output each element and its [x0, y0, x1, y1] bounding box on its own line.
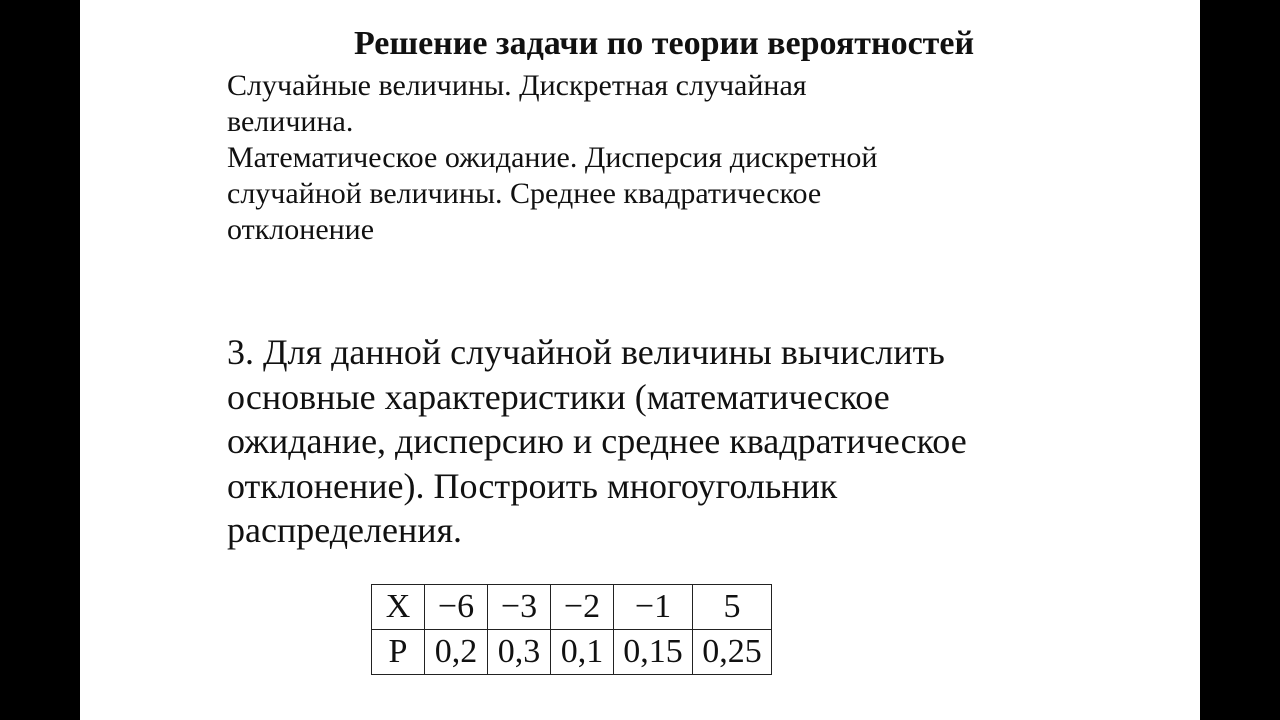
p-value-cell: 0,15	[614, 630, 693, 675]
task-statement	[227, 330, 1107, 553]
x-value-cell: −6	[425, 585, 488, 630]
table-row-p	[372, 630, 772, 675]
document-title: Решение задачи по теории вероятностей	[353, 25, 975, 62]
task-line: 3. Для данной случайной величины вычислить	[227, 332, 945, 372]
x-value-cell: 5	[693, 585, 772, 630]
distribution-table	[371, 584, 772, 675]
x-header-cell: X	[372, 585, 425, 630]
task-line: отклонение). Построить многоугольник	[227, 465, 838, 506]
topic-description	[227, 68, 1047, 248]
p-value-cell: 0,2	[425, 630, 488, 675]
p-value-cell: 0,3	[488, 630, 551, 675]
p-value-cell: 0,1	[551, 630, 614, 675]
p-value-cell: 0,25	[693, 630, 772, 675]
task-line: ожидание, дисперсию и среднее квадратическое	[227, 421, 967, 461]
x-value-cell: −2	[551, 585, 614, 630]
topic-line: Случайные величины. Дискретная случайная	[227, 69, 807, 102]
table-row-x	[372, 585, 772, 630]
topic-line: величина.	[227, 105, 354, 138]
topic-line: Математическое ожидание. Дисперсия дискретной	[227, 141, 878, 174]
x-value-cell: −3	[488, 585, 551, 630]
x-value-cell: −1	[614, 585, 693, 630]
task-line: распределения.	[227, 510, 463, 550]
p-header-cell: P	[372, 630, 425, 675]
task-line: основные характеристики (математическое	[227, 376, 890, 417]
document-page	[80, 0, 1200, 720]
topic-line: отклонение	[227, 213, 375, 246]
topic-line: случайной величины. Среднее квадратическое	[227, 177, 822, 210]
